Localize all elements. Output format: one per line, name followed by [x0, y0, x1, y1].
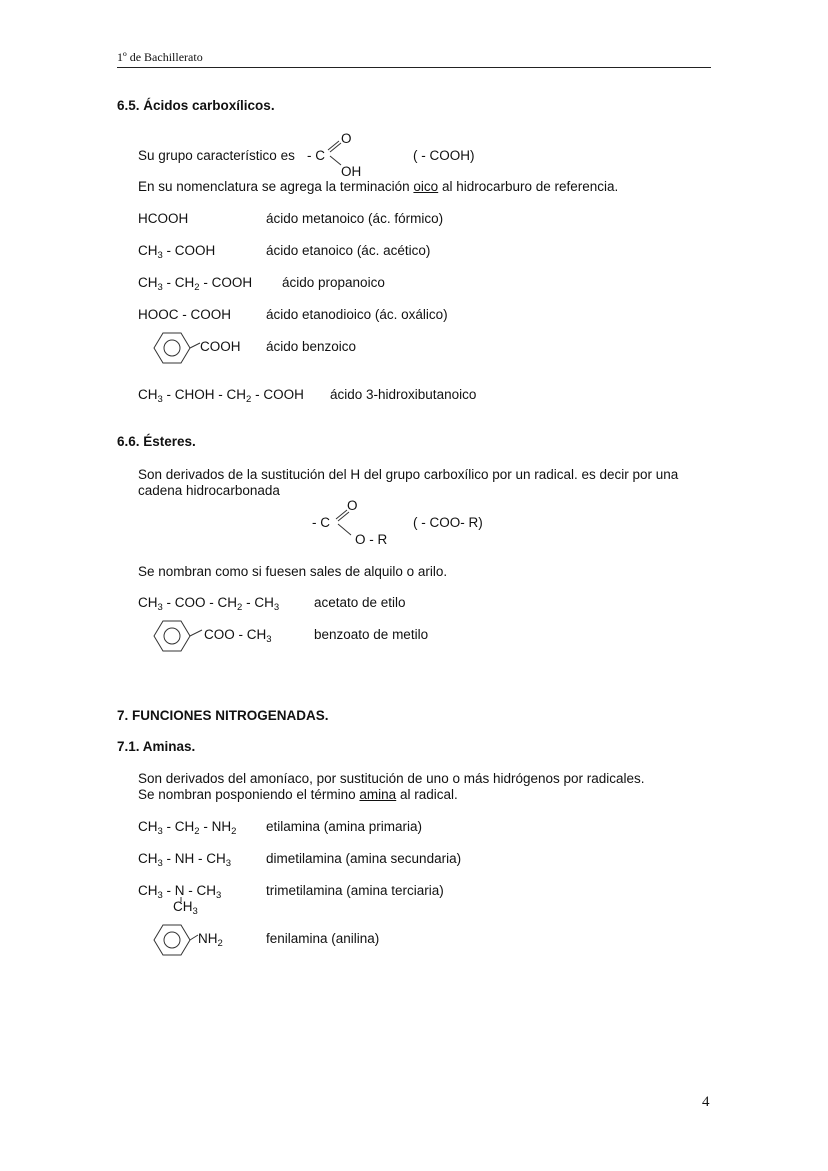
acid-nomenclature-post: al hidrocarburo de referencia.	[441, 179, 619, 194]
ester-description-line1: Son derivados de la sustitución del H del grupo carboxílico por un radical. es decir por una	[138, 467, 679, 482]
acid-nomenclature-term: oico	[413, 179, 439, 194]
amine-description-line1: Son derivados del amoníaco, por sustitución de uno o más hidrógenos por radicales.	[138, 771, 645, 786]
acid-group-formula: ( - COOH)	[413, 148, 475, 163]
running-title: 1º de Bachillerato	[117, 50, 203, 64]
name-trimetilamina: trimetilamina (amina terciaria)	[266, 883, 444, 898]
name-hidroxibutanoico: ácido 3-hidroxibutanoico	[330, 387, 477, 402]
ester-group-c: - C	[312, 515, 330, 530]
name-etilamina: etilamina (amina primaria)	[266, 819, 423, 834]
formula-trimethylamine-branch: $CH_3$	[173, 899, 198, 917]
acid-group-c: - C	[307, 148, 325, 163]
acid-group-intro: Su grupo característico es	[138, 148, 295, 163]
ester-description-line2: cadena hidrocarbonada	[138, 483, 280, 498]
benzene-ring-icon	[144, 330, 206, 370]
formula-propanoic: $CH_3 - CH_2$ - COOH	[138, 275, 253, 293]
benzene-ring-icon	[144, 922, 204, 962]
header-rule	[117, 67, 711, 68]
acid-nomenclature	[138, 179, 618, 195]
name-acetato-de-etilo: acetato de etilo	[314, 595, 406, 610]
benzene-ring-icon	[144, 618, 210, 658]
amine-term: amina	[359, 787, 397, 802]
name-etanodioico: ácido etanodioico (ác. oxálico)	[266, 307, 448, 322]
ester-group-formula: ( - COO- R)	[413, 515, 483, 530]
acid-nomenclature-pre: En su nomenclatura se agrega la terminación	[138, 179, 410, 194]
ester-group-or: O - R	[355, 532, 388, 547]
formula-dimethylamine: $CH_3$ - NH - $CH_3$	[138, 851, 232, 869]
acid-group-oh: OH	[341, 164, 362, 179]
name-dimetilamina: dimetilamina (amina secundaria)	[266, 851, 462, 866]
formula-hydroxybutanoic: $CH_3$ - CHOH - $CH_2$ - COOH	[138, 387, 304, 405]
ester-group-o: O	[347, 498, 358, 513]
name-metanoico: ácido metanoico (ác. fórmico)	[266, 211, 444, 226]
section-7-1-title: 7.1. Aminas.	[117, 739, 196, 754]
acid-group-o: O	[341, 131, 352, 146]
name-propanoico: ácido propanoico	[282, 275, 385, 290]
formula-ethylamine: $CH_3 - CH_2 - NH_2$	[138, 819, 237, 837]
formula-methyl-benzoate: COO - $CH_3$	[204, 627, 272, 645]
ester-naming-rule: Se nombran como si fuesen sales de alquilo o arilo.	[138, 564, 448, 579]
page-number: 4	[702, 1094, 710, 1110]
section-6-6-title: 6.6. Ésteres.	[117, 434, 196, 449]
formula-benzoic: COOH	[200, 339, 241, 354]
amine-description-line2: Se nombran posponiendo el término amina al radical.	[138, 787, 458, 802]
section-7-title: 7. FUNCIONES NITROGENADAS.	[117, 708, 329, 723]
formula-aniline: $NH_2$	[198, 931, 223, 949]
name-benzoico: ácido benzoico	[266, 339, 357, 354]
name-fenilamina: fenilamina (anilina)	[266, 931, 380, 946]
formula-acetic: $CH_3$ - COOH	[138, 243, 216, 261]
formula-hcooh: HCOOH	[138, 211, 189, 226]
section-6-5-title: 6.5. Ácidos carboxílicos.	[117, 98, 275, 113]
formula-oxalic: HOOC - COOH	[138, 307, 231, 322]
formula-trimethylamine: $CH_3$ - N - $CH_3$	[138, 883, 222, 901]
name-etanoico: ácido etanoico (ác. acético)	[266, 243, 431, 258]
formula-ethyl-acetate: $CH_3$ - COO - $CH_2 - CH_3$	[138, 595, 280, 613]
name-benzoato-de-metilo: benzoato de metilo	[314, 627, 429, 642]
